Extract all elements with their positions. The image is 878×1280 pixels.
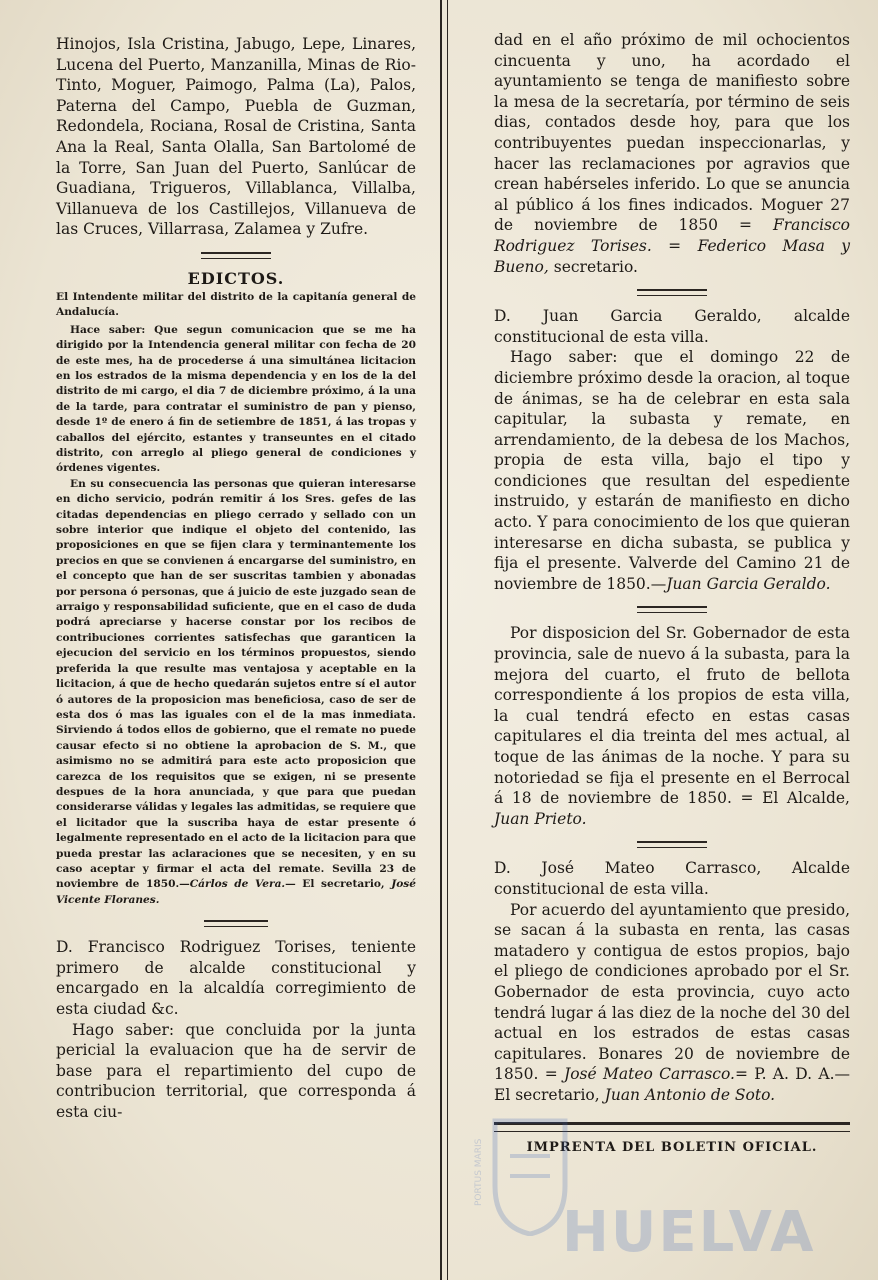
right-column (494, 30, 850, 1155)
edicto-paragraph: Hace saber: Que segun comunicacion que se me ha dirigido por la Intendencia general militar con fecha de 20 de este mes, ha de procederse á una simultánea licitacion en los estrados de la misma dependencia y en los de la del distrito de mi cargo, el dia 7 de diciembre próximo, á la una de la tarde, para contratar el suministro de pan y pienso, desde 1º de enero á fin de setiembre de 1851, á las tropas y caballos del ejército, estantes y transeuntes en el citado distrito, con arreglo al pliego general de condiciones y órdenes vigentes. (56, 323, 416, 475)
edicto-paragraph: Por acuerdo del ayuntamiento que presido, se sacan á la subasta en renta, las casas matadero y contigua de estos propios, bajo el pliego de condiciones aprobado por el Sr. Gobernador de esta provincia, cuyo acto tendrá lugar á las diez de la noche del 30 del actual en los estrados de estas casas capitulares. Bonares 20 de noviembre de 1850. = José Mateo Carrasco.= P. A. D. A.—El secretario, Juan Antonio de Soto. (494, 900, 850, 1104)
signature: Francisco Rodriguez Torises. = Federico Masa y Bueno, (494, 216, 850, 276)
printer-imprint: IMPRENTA DEL BOLETIN OFICIAL. (526, 1139, 818, 1155)
edicto-berrocal: Por disposicion del Sr. Gobernador de esta provincia, sale de nuevo á la subasta, para la mejora del cuarto, el fruto de bellota correspondiente á los propios de esta villa, la cual tendrá efecto en estas casas capitulares el dia treinta del mes actual, al toque de las ánimas de la noche. Y para su notoriedad se fija el presente en el Berrocal á 18 de noviembre de 1850. = El Alcalde, Juan Prieto. (494, 624, 850, 828)
signature: José Mateo Carrasco. (564, 1065, 735, 1084)
edicto-paragraph: Hago saber: que concluida por la junta pericial la evaluacion que ha de servir de base para el repartimiento del cupo de contribucion territorial, que corresponda á esta ciu- (56, 1020, 416, 1121)
edicto-alcalde-valverde (494, 306, 850, 594)
edictos-heading: EDICTOS. (187, 268, 285, 288)
edicto-title: D. Francisco Rodriguez Torises, teniente primero de alcalde constitucional y encargado en la alcaldía corregimiento de esta ciudad &c. (56, 938, 416, 1018)
edicto-teniente-alcalde (56, 937, 416, 1122)
edicto-intendente (56, 290, 416, 908)
edicto-bonares (494, 858, 850, 1105)
section-separator (201, 252, 271, 259)
edicto-paragraph: En su consecuencia las personas que quieran interesarse en dicho servicio, podrán remitir á los Sres. gefes de las citadas dependencias en pliego cerrado y sellado con un sobre interior que indique el objeto del contenido, las proposiciones en que se fijen clara y terminantemente los precios en que se convienen á encargarse del suministro, en el concepto que han de ser suscritas tambien y abonadas por persona ó personas, que á juicio de este juzgado sean de arraigo y responsabilidad suficiente, que en el caso de duda podrá apreciarse y hacerse constar por los recibos de contribuciones corrientes satisfechas que garanticen la ejecucion del servicio en los términos propuestos, siendo preferida la que resulte mas ventajosa y aceptable en la licitacion, á que de hecho quedarán sujetos entre sí el autor ó autores de la proposicion mas beneficiosa, caso de ser de esta dos ó mas las iguales con el de la mas inmediata. Sirviendo á todos ellos de gobierno, que el remate no puede causar efecto si no obtiene la aprobacion de S. M., que asimismo no se admitirá para este acto proposicion que carezca de los requisitos que se exigen, ni se presente despues de la hora anunciada, y que para que puedan considerarse válidas y legales las admitidas, se requiere que el licitador que la suscriba haya de estar presente ó legalmente representado en el acto de la licitacion para que pueda prestar las aclaraciones que se necesiten, y en su caso aceptar y firmar el acta del remate. Sevilla 23 de noviembre de 1850.—Cárlos de Vera.— El secretario, José Vicente Floranes. (56, 477, 417, 906)
section-separator (204, 920, 268, 927)
signature: Juan Garcia Geraldo. (666, 574, 831, 593)
edicto-title: D. José Mateo Carrasco, Alcalde constitucional de esta villa. (494, 859, 850, 898)
edicto-title: El Intendente militar del distrito de la capitanía general de Andalucía. (56, 290, 416, 319)
column-divider (440, 0, 448, 1280)
town-list: Hinojos, Isla Cristina, Jabugo, Lepe, Linares, Lucena del Puerto, Manzanilla, Minas de Rio-Tinto, Moguer, Paimogo, Palma (La), Palos, Paterna del Campo, Puebla de Guzman, Redondela, Rociana, Rosal de Cristina, Santa Ana la Real, Santa Olalla, San Bartolomé de la Torre, San Juan del Puerto, Sanlúcar de Guadiana, Trigueros, Villablanca, Villalba, Villanueva de los Castillejos, Villanueva de las Cruces, Villarrasa, Zalamea y Zufre. (56, 35, 416, 239)
section-separator (637, 606, 707, 613)
edicto-paragraph: dad en el año próximo de mil ochocientos cincuenta y uno, ha acordado el ayuntamiento se tenga de manifiesto sobre la mesa de la secretaría, por término de seis dias, contados desde hoy, para que los contribuyentes puedan inspeccionarlas, y hacer las reclamaciones por agravios que crean habérseles inferido. Lo que se anuncia al público á los fines indicados. Moguer 27 de noviembre de 1850 = Francisco Rodriguez Torises. = Federico Masa y Bueno, secretario. (494, 31, 850, 276)
watermark-text: HUELVA (562, 1200, 816, 1265)
shield-icon (490, 1116, 570, 1236)
edicto-paragraph: Hago saber: que el domingo 22 de diciembre próximo desde la oracion, al toque de ánimas, se ha de celebrar en esta sala capitular, la subasta y remate, en arrendamiento, de la debesa de los Machos, propia de esta villa, bajo el tipo y condiciones que resultan del espediente instruido, y estarán de manifiesto en dicho acto. Y para conocimiento de los que quieran interesarse en dicha subasta, se publica y fija el presente. Valverde del Camino 21 de noviembre de 1850.—Juan Garcia Geraldo. (494, 348, 850, 593)
left-column (56, 34, 416, 1123)
signature: José Vicente Floranes. (56, 878, 416, 906)
signature: Cárlos de Vera. (189, 878, 286, 891)
library-watermark (470, 1096, 860, 1280)
watermark-side-text: PORTUS MARIS (474, 1138, 484, 1206)
signature: Juan Antonio de Soto. (604, 1085, 776, 1104)
section-separator (637, 841, 707, 848)
edicto-title: D. Juan Garcia Geraldo, alcalde constitucional de esta villa. (494, 307, 850, 346)
signature: Juan Prieto. (494, 809, 587, 828)
section-separator (637, 289, 707, 296)
